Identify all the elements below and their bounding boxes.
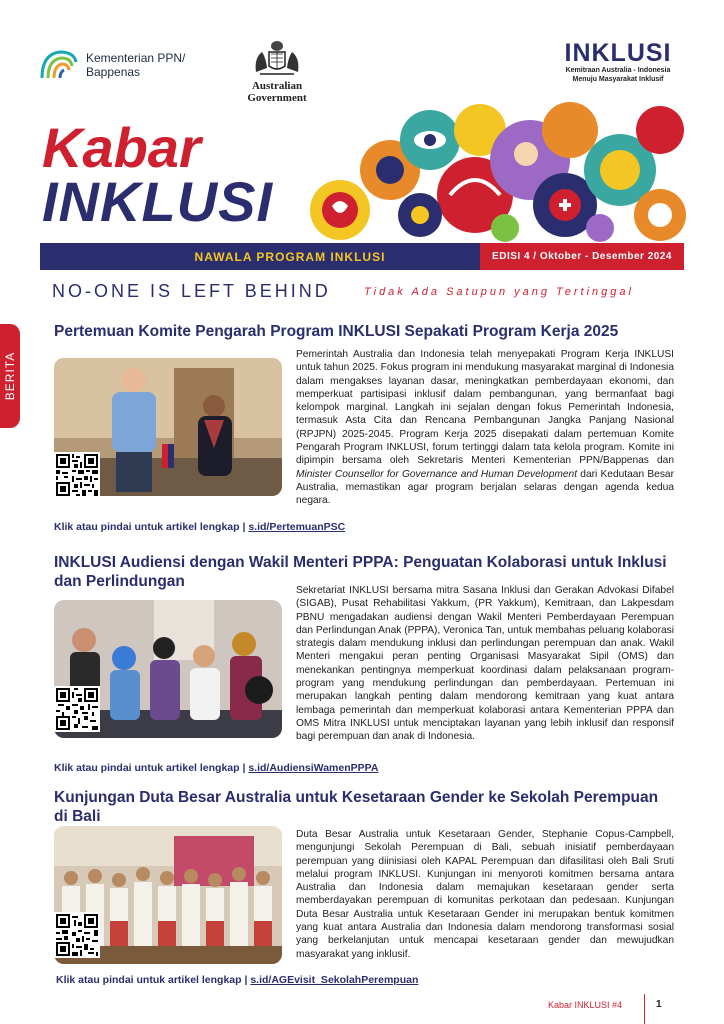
qr-code-icon [56, 688, 98, 730]
article-3-body: Duta Besar Australia untuk Kesetaraan Gender, Stephanie Copus-Campbell, mengunjungi Sekolah Perempuan di Bali, sebuah inisiatif pemberdayaan perempuan yang diinisiasi oleh KAPAL Perempuan dan difasilitasi oleh Bali Sruti melalui program INKLUSI. Kunjungan ini menyoroti komitmen bersama antara Australia dan Indonesia dalam memajukan kesetaraan gender serta memberdayakan perempuan di komunitas perkotaan dan pedesaan. Kunjungan Duta Besar Australia untuk Kesetaraan Gender ini merupakan bentuk komitmen yang kuat antara Australia dan Indonesia dalam mendorong transformasi sosial yang berkelanjutan untuk mencapai kesetaraan gender dan mewujudkan masyarakat yang inklusif. [296, 829, 674, 960]
article-1-qr-code[interactable] [54, 452, 100, 498]
section-tab-label: BERITA [3, 351, 17, 401]
article-1-body-main: Pemerintah Australia dan Indonesia telah menyepakati Program Kerja INKLUSI untuk tahun 2025. Fokus program ini mendukung masyarakat marginal di Indonesia dalam mengakses layanan dasar, meningkatkan pemberdayaan ekonomi, dan memperkuat partisipasi inklusif dalam pembangunan, yang bermanfaat bagi kelompok marginal. Langkah ini sejalan dengan fokus Pemerintah Indonesia, termasuk Asta Cita dan Rencana Pembangunan Jangka Panjang Nasional (RPJPN) 2025-2045. Program Kerja 2025 disepakati dalam pertemuan Komite Pengarah Program INKLUSI, forum tertinggi dalam tata kelola program. Komite ini dipimpin bersama oleh Sekretaris Menteri Kementerian PPN/Bappenas dan [296, 349, 674, 467]
coat-of-arms-icon [250, 38, 304, 78]
article-1-body-end: dari Kedutaan Besar Australia, memastikan agar program berjalan selaras dengan agenda kedua negara. [296, 468, 674, 507]
article-1-title: Pertemuan Komite Pengarah Program INKLUSI Sepakati Program Kerja 2025 [54, 323, 619, 340]
footer-divider [644, 994, 645, 1024]
inklusi-logo-tagline-2: Menuju Masyarakat Inklusif [572, 76, 664, 83]
australian-government-label: Australian Government [247, 80, 307, 104]
masthead-banner [40, 243, 684, 270]
inklusi-logo-word: INKLUSI [564, 39, 672, 67]
masthead-illustration [300, 100, 692, 242]
bappenas-logo [40, 48, 185, 82]
article-2-body: Sekretariat INKLUSI bersama mitra Sasana Inklusi dan Gerakan Advokasi Difabel (SIGAB), Pusat Rehabilitasi Yakkum, (PR Yakkum), Kemitraan, dan Lakpesdam PBNU mengadakan audiensi dengan Wakil Menteri Pemberdayaan Perempuan dan Perlindungan Anak (PPPA), Veronica Tan, untuk membahas peluang kolaborasi strategis dalam mendukung inklusi dan perlindungan perempuan dan anak. Wakil Menteri mengakui peran penting Organisasi Masyarakat Sipil (OMS) dan menekankan pentingnya memperkuat koordinasi dalam pelaksanaan program-program yang mendukung perlindungan dan pemberdayaan. Pertemuan ini merupakan langkah penting dalam mendorong kemitraan yang kuat antara lembaga pemerintah dan memperkuat kolaborasi antara Kementerian PPPA dan OMS Mitra INKLUSI untuk menciptakan layanan yang lebih inklusif dan responsif bagi perempuan dan anak di Indonesia. [296, 585, 674, 743]
inklusi-logo [556, 40, 680, 84]
article-1-body-italic: Minister Counsellor for Governance and Human Development [296, 468, 578, 480]
article-1-body [296, 348, 674, 508]
article-3-link[interactable]: s.id/AGEvisit_SekolahPerempuan [250, 974, 419, 986]
article-2-title: INKLUSI Audiensi dengan Wakil Menteri PPPA: Penguatan Kolaborasi untuk Inklusi dan Perlindungan [54, 554, 667, 590]
article-1-link-line [54, 521, 345, 533]
article-3-title: Kunjungan Duta Besar Australia untuk Kesetaraan Gender ke Sekolah Perempuan di Bali [54, 789, 659, 825]
article-2-link[interactable]: s.id/AudiensiWamenPPPA [248, 762, 379, 774]
banner-newsletter-label: NAWALA PROGRAM INKLUSI [40, 243, 480, 270]
banner-edition-label: EDISI 4 / Oktober - Desember 2024 [480, 243, 684, 270]
footer-issue-label: Kabar INKLUSI #4 [548, 1000, 623, 1010]
article-3-qr-code[interactable] [54, 912, 100, 958]
masthead-title-inklusi: INKLUSI [42, 170, 273, 233]
qr-code-icon [56, 914, 98, 956]
tagline: NO-ONE IS LEFT BEHIND [52, 281, 331, 301]
article-2-qr-code[interactable] [54, 686, 100, 732]
inklusi-logo-tagline-1: Kemitraan Australia - Indonesia [565, 67, 671, 74]
article-1-link[interactable]: s.id/PertemuanPSC [248, 521, 346, 533]
australian-government-logo [222, 38, 332, 104]
tagline-translation: Tidak Ada Satupun yang Tertinggal [364, 286, 634, 298]
article-2-link-line [54, 762, 378, 774]
section-tab-berita [0, 324, 20, 428]
bappenas-name-line2: Bappenas [86, 65, 141, 79]
bappenas-name-line1: Kementerian PPN/ [86, 51, 186, 65]
page-number: 1 [656, 999, 662, 1010]
masthead-title-kabar: Kabar [42, 116, 201, 179]
article-3-link-line [56, 974, 418, 986]
article-3-link-label: Klik atau pindai untuk artikel lengkap | [56, 974, 248, 986]
qr-code-icon [56, 454, 98, 496]
article-1-link-label: Klik atau pindai untuk artikel lengkap | [54, 521, 246, 533]
article-2-link-label: Klik atau pindai untuk artikel lengkap | [54, 762, 246, 774]
bappenas-mark-icon [40, 48, 78, 82]
